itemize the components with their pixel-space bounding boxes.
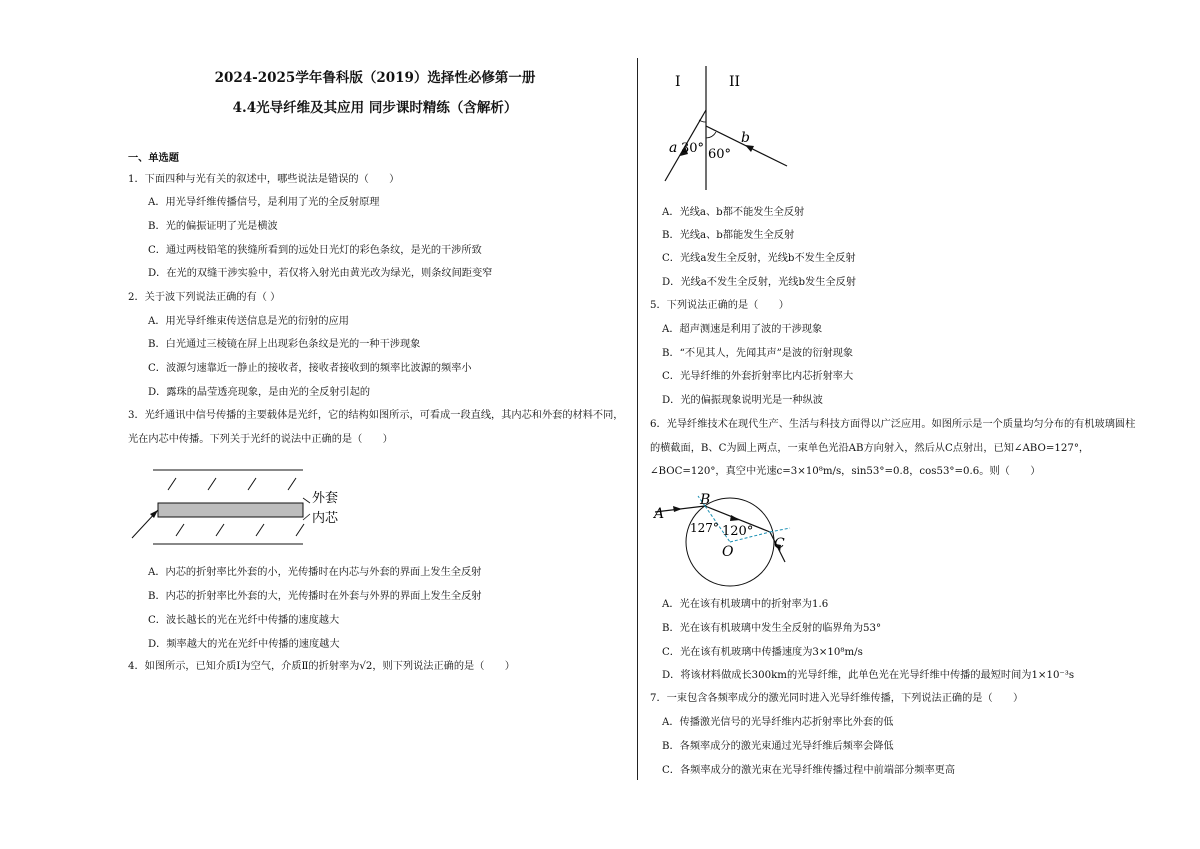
document-title-line1: 2024-2025学年鲁科版（2019）选择性必修第一册 — [214, 70, 536, 86]
q6-stem-line2: 的横截面，B、C为圆上两点，一束单色光沿AB方向射入，然后从C点射出，已知∠ABO=127°， — [650, 443, 1090, 454]
label-medium-I: I — [675, 74, 681, 90]
q3-option-d: D．频率越大的光在光纤中传播的速度越大 — [148, 639, 340, 650]
q6-option-a: A．光在该有机玻璃中的折射率为1.6 — [662, 599, 829, 610]
label-angle-120: 120° — [722, 524, 754, 539]
label-point-A: A — [654, 506, 665, 522]
q7-option-a: A．传播激光信号的光导纤维内芯折射率比外套的低 — [662, 717, 894, 728]
label-angle-60: 60° — [708, 147, 732, 162]
q3-option-b: B．内芯的折射率比外套的大，光传播时在外套与外界的界面上发生全反射 — [148, 591, 482, 602]
q3-stem-line2: 光在内芯中传播。下列关于光纤的说法中正确的是（ ） — [128, 434, 393, 445]
q6-stem-line1: 6．光导纤维技术在现代生产、生活与科技方面得以广泛应用。如图所示是一个质量均匀分布的有机玻璃圆柱 — [650, 419, 1136, 430]
label-medium-II: II — [729, 74, 741, 90]
q4-sqrt2: √2 — [359, 661, 373, 672]
q6-stem-line3: ∠BOC=120°，真空中光速c=3×10⁸m/s，sin53°=0.8，cos53°=0.6。则（ ） — [650, 466, 1041, 477]
q1-stem: 1．下面四种与光有关的叙述中，哪些说法是错误的（ ） — [128, 174, 400, 185]
q6-option-d: D．将该材料做成长300km的光导纤维，此单色光在光导纤维中传播的最短时间为1×10⁻³s — [662, 670, 1075, 681]
label-angle-30: 30° — [681, 141, 705, 156]
q1-option-b: B．光的偏振证明了光是横波 — [148, 221, 278, 232]
q6-option-b: B．光在该有机玻璃中发生全反射的临界角为53° — [662, 623, 882, 634]
q2-option-d: D．露珠的晶莹透亮现象，是由光的全反射引起的 — [148, 387, 371, 398]
q5-option-b: B．“不见其人，先闻其声”是波的衍射现象 — [662, 348, 854, 359]
q7-option-b: B．各频率成分的激光束通过光导纤维后频率会降低 — [662, 741, 894, 752]
label-angle-127: 127° — [690, 521, 719, 535]
column-divider — [637, 58, 638, 780]
label-point-C: C — [774, 536, 785, 552]
label-outer-cladding: 外套 — [312, 491, 339, 506]
q4-stem-post: ，则下列说法正确的是（ ） — [372, 661, 515, 672]
q3-stem-line1: 3．光纤通讯中信号传播的主要载体是光纤，它的结构如图所示，可看成一段直线，其内芯和外套的材料不同， — [128, 410, 624, 421]
q2-stem: 2．关于波下列说法正确的有（ ） — [128, 292, 281, 303]
label-ray-b: b — [741, 130, 750, 146]
label-point-O: O — [722, 544, 734, 560]
q5-option-a: A．超声测速是利用了波的干涉现象 — [662, 324, 823, 335]
document-title-line2: 4.4光导纤维及其应用 同步课时精练（含解析） — [232, 100, 518, 116]
q6-option-c: C．光在该有机玻璃中传播速度为3×10⁸m/s — [662, 647, 863, 658]
q3-option-a: A．内芯的折射率比外套的小，光传播时在内芯与外套的界面上发生全反射 — [148, 567, 482, 578]
q4-option-c: C．光线a发生全反射，光线b不发生全反射 — [662, 253, 856, 264]
label-ray-a: a — [669, 140, 678, 156]
q5-option-c: C．光导纤维的外套折射率比内芯折射率大 — [662, 371, 854, 382]
q1-option-c: C．通过两枝铅笔的狭缝所看到的远处日光灯的彩色条纹，是光的干涉所致 — [148, 245, 482, 256]
q2-option-c: C．波源匀速靠近一静止的接收者，接收者接收到的频率比波源的频率小 — [148, 363, 472, 374]
label-inner-core: 内芯 — [312, 511, 339, 526]
q4-stem — [128, 660, 515, 674]
q7-option-c: C．各频率成分的激光束在光导纤维传播过程中前端部分频率更高 — [662, 765, 956, 776]
q3-option-c: C．波长越长的光在光纤中传播的速度越大 — [148, 615, 340, 626]
q1-option-d: D．在光的双缝干涉实验中，若仅将入射光由黄光改为绿光，则条纹间距变窄 — [148, 268, 493, 279]
q4-option-b: B．光线a、b都能发生全反射 — [662, 230, 795, 241]
q2-option-a: A．用光导纤维束传送信息是光的衍射的应用 — [148, 316, 349, 327]
q7-stem: 7．一束包含各频率成分的激光同时进入光导纤维传播，下列说法正确的是（ ） — [650, 693, 1024, 704]
label-point-B: B — [700, 492, 711, 508]
q2-option-b: B．白光通过三棱镜在屏上出现彩色条纹是光的一种干涉现象 — [148, 339, 421, 350]
q4-option-d: D．光线a不发生全反射，光线b发生全反射 — [662, 277, 856, 288]
q5-option-d: D．光的偏振现象说明光是一种纵波 — [662, 395, 823, 406]
q5-stem: 5．下列说法正确的是（ ） — [650, 300, 789, 311]
section-heading: 一、单选题 — [128, 152, 179, 164]
q4-option-a: A．光线a、b都不能发生全反射 — [662, 207, 805, 218]
q4-interface-figure — [655, 66, 795, 192]
q1-option-a: A．用光导纤维传播信号，是利用了光的全反射原理 — [148, 197, 380, 208]
q4-stem-pre: 4．如图所示，已知介质Ⅰ为空气，介质Ⅱ的折射率为 — [128, 661, 360, 672]
q6-cylinder-figure — [650, 490, 800, 595]
fiber-core — [158, 503, 303, 517]
q3-fiber-figure — [128, 462, 358, 552]
